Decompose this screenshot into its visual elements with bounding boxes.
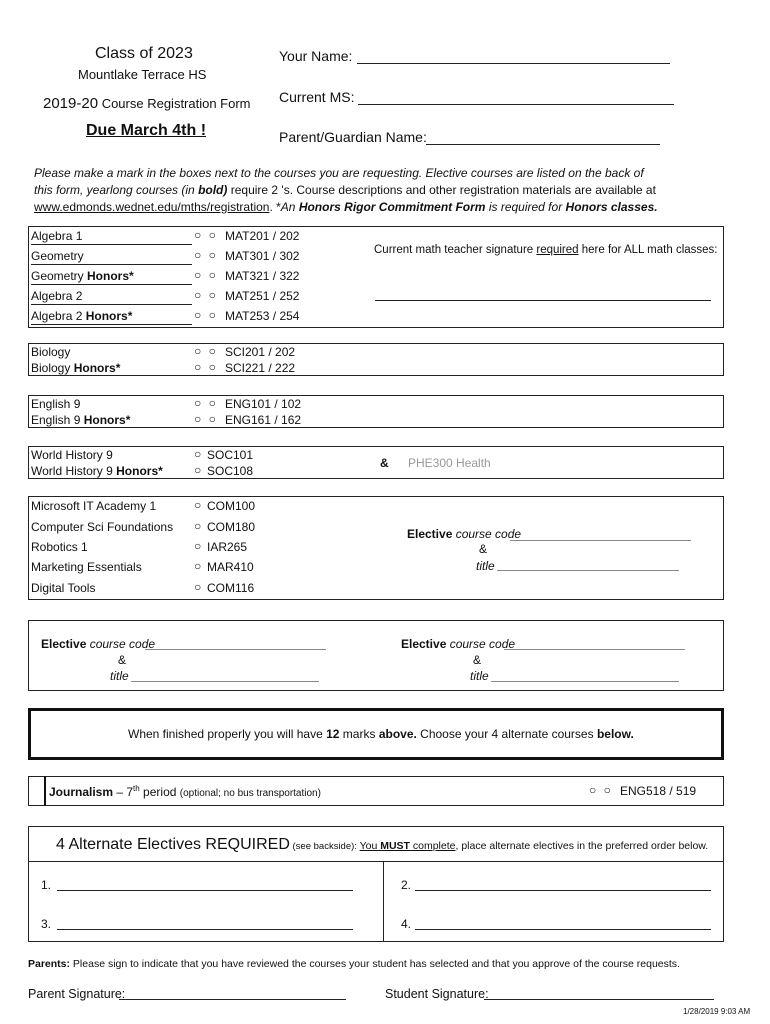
elective-code-2: Elective course code (41, 637, 156, 651)
journalism-checkboxes[interactable]: ○ ○ (589, 783, 613, 797)
course-row (31, 361, 120, 375)
alt-4-field[interactable] (415, 929, 711, 930)
course-checkbox[interactable]: ○ ○ (194, 268, 218, 282)
course-code: MAT251 / 252 (225, 289, 300, 303)
course-code: MAT301 / 302 (225, 249, 300, 263)
course-code: COM116 (207, 581, 255, 595)
current-ms-label: Current MS: (279, 89, 355, 105)
course-checkbox[interactable]: ○ (194, 580, 204, 594)
registration-link[interactable]: www.edmonds.wednet.edu/mths/registration (34, 200, 270, 214)
elective-code-2-field[interactable] (145, 649, 326, 650)
journalism-course: Journalism – 7th period (optional; no bus transportation) (49, 784, 321, 799)
alt-1-label: 1. (41, 878, 52, 892)
alt-3-field[interactable] (57, 929, 353, 930)
current-ms-field[interactable] (358, 104, 674, 105)
course-checkbox[interactable]: ○ (194, 463, 204, 477)
ampersand: & (473, 653, 482, 667)
elective-code-3-field[interactable] (504, 649, 685, 650)
course-code: COM180 (207, 520, 256, 534)
course-name: Algebra 2 (31, 289, 83, 303)
elective-code-1-field[interactable] (510, 540, 691, 541)
ampersand: & (479, 542, 488, 556)
course-name: Digital Tools (31, 581, 96, 595)
course-checkbox[interactable]: ○ ○ (194, 344, 218, 358)
elective-title-3-field[interactable] (491, 681, 679, 682)
course-checkbox[interactable]: ○ (194, 539, 204, 553)
course-row (31, 309, 132, 323)
course-checkbox[interactable]: ○ ○ (194, 228, 218, 242)
course-name: World History 9 (31, 464, 117, 478)
course-row (31, 413, 130, 427)
course-row (31, 581, 95, 595)
honors-label: Honors* (85, 309, 133, 323)
school-name: Mountlake Terrace HS (78, 67, 207, 82)
elective-title-2: title (110, 669, 129, 683)
course-code: MAR410 (207, 560, 254, 574)
parent-signature-label: Parent Signature: (28, 987, 126, 1001)
ampersand: & (380, 456, 389, 470)
course-name: Algebra 2 (31, 309, 86, 323)
row-underline (31, 244, 192, 245)
due-date: Due March 4th ! (86, 122, 207, 139)
your-name-label: Your Name: (279, 48, 353, 64)
instructions-line3: www.edmonds.wednet.edu/mths/registration. *An Honors Rigor Commitment Form is required for Honors classes. (34, 200, 658, 214)
elective-title-1: title (476, 559, 495, 573)
parents-note: Parents: Please sign to indicate that you have reviewed the courses your student has selected and that you approve of the course requests. (28, 958, 680, 970)
form-title: 2019-20 Course Registration Form (43, 95, 251, 112)
parent-name-label: Parent/Guardian Name: (279, 129, 427, 145)
alternates-divider-v (383, 861, 384, 942)
course-checkbox[interactable]: ○ ○ (194, 248, 218, 262)
course-code: IAR265 (207, 540, 248, 554)
course-checkbox[interactable]: ○ ○ (194, 288, 218, 302)
course-code: SOC101 (207, 448, 254, 462)
parent-signature-field[interactable] (119, 999, 346, 1000)
course-name: Algebra 1 (31, 229, 83, 243)
course-code: ENG101 / 102 (225, 397, 302, 411)
health-course: PHE300 Health (408, 456, 491, 470)
course-row (31, 464, 163, 478)
alt-2-field[interactable] (415, 890, 711, 891)
elective-title-2-field[interactable] (131, 681, 319, 682)
instructions-line2: this form, yearlong courses (in bold) require 2 's. Course descriptions and other registration materials are available at (34, 183, 656, 197)
alt-2-label: 2. (401, 878, 412, 892)
course-checkbox[interactable]: ○ ○ (194, 412, 218, 426)
parent-name-field[interactable] (426, 144, 660, 145)
alternates-divider (28, 861, 724, 862)
course-checkbox[interactable]: ○ (194, 498, 204, 512)
course-checkbox[interactable]: ○ ○ (194, 308, 218, 322)
honors-label: Honors* (87, 269, 134, 283)
course-name: Biology (31, 345, 71, 359)
course-name: Marketing Essentials (31, 560, 142, 574)
course-code: SOC108 (207, 464, 254, 478)
course-row (31, 520, 173, 534)
course-row (31, 289, 82, 303)
alt-1-field[interactable] (57, 890, 353, 891)
course-row (31, 448, 113, 462)
course-code: MAT253 / 254 (225, 309, 300, 323)
elective-code-1: Elective course code (407, 527, 522, 541)
honors-label: Honors* (83, 413, 131, 427)
math-teacher-signature-field[interactable] (375, 300, 711, 301)
course-code: COM100 (207, 499, 256, 513)
course-row (31, 397, 80, 411)
course-name: Biology (31, 361, 74, 375)
your-name-field[interactable] (357, 63, 670, 64)
course-code: ENG161 / 162 (225, 413, 302, 427)
course-row (31, 499, 156, 513)
elective-code-3: Elective course code (401, 637, 516, 651)
row-underline (31, 264, 192, 265)
course-code: SCI221 / 222 (225, 361, 296, 375)
course-row (31, 269, 134, 283)
class-year: Class of 2023 (95, 45, 193, 62)
course-row (31, 560, 142, 574)
course-name: English 9 (31, 413, 84, 427)
english-section (28, 395, 724, 428)
course-name: English 9 (31, 397, 81, 411)
course-row (31, 345, 70, 359)
course-row (31, 249, 84, 263)
elective-title-1-field[interactable] (497, 570, 679, 571)
journalism-marker (44, 776, 46, 806)
elective-title-3: title (470, 669, 489, 683)
alt-3-label: 3. (41, 917, 52, 931)
alternates-heading: 4 Alternate Electives REQUIRED (see backside): You MUST complete, place alternate electives in the preferred order below. (56, 836, 709, 853)
course-code: MAT321 / 322 (225, 269, 300, 283)
course-checkbox[interactable]: ○ (194, 519, 204, 533)
course-name: Microsoft IT Academy 1 (31, 499, 157, 513)
student-signature-field[interactable] (484, 999, 714, 1000)
course-checkbox[interactable]: ○ ○ (194, 396, 218, 410)
course-code: SCI201 / 202 (225, 345, 296, 359)
instructions: Please make a mark in the boxes next to the courses you are requesting. Elective courses are listed on the back of (34, 166, 644, 180)
course-name: Geometry (31, 269, 88, 283)
honors-label: Honors* (116, 464, 163, 478)
course-checkbox[interactable]: ○ (194, 559, 204, 573)
row-underline (31, 304, 192, 305)
course-name: Robotics 1 (31, 540, 88, 554)
ampersand: & (118, 653, 127, 667)
honors-label: Honors* (73, 361, 121, 375)
course-checkbox[interactable]: ○ (194, 447, 204, 461)
course-name: Geometry (31, 249, 84, 263)
course-code: MAT201 / 202 (225, 229, 300, 243)
timestamp: 1/28/2019 9:03 AM (683, 1007, 751, 1016)
finished-note: When finished properly you will have 12 marks above. Choose your 4 alternate courses below. (128, 727, 634, 741)
row-underline (31, 324, 192, 325)
course-name: Computer Sci Foundations (31, 520, 174, 534)
course-checkbox[interactable]: ○ ○ (194, 360, 218, 374)
journalism-code: ENG518 / 519 (620, 784, 697, 798)
math-signature-note: Current math teacher signature required here for ALL math classes: (374, 244, 718, 256)
course-name: World History 9 (31, 448, 113, 462)
course-row (31, 540, 88, 554)
course-row (31, 229, 82, 243)
science-section (28, 343, 724, 376)
student-signature-label: Student Signature: (385, 987, 489, 1001)
alt-4-label: 4. (401, 917, 412, 931)
row-underline (31, 284, 192, 285)
